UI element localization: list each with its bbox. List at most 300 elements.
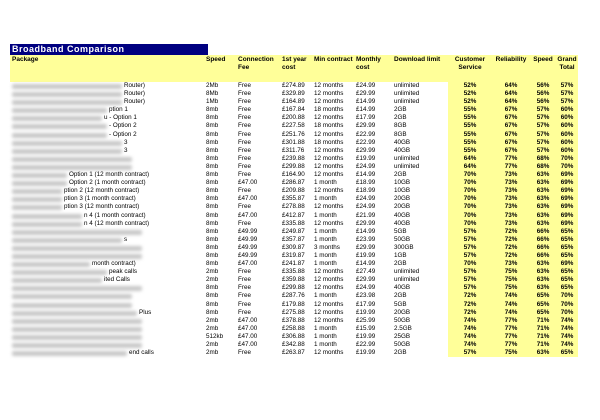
table-row — [10, 276, 578, 284]
customer-service-cell: 64% — [448, 155, 492, 163]
first-year-cost-cell: £378.88 — [282, 316, 305, 324]
grand-total-cell: 70% — [556, 155, 578, 163]
connection-fee-cell: £49.99 — [238, 227, 258, 235]
connection-fee-cell: £49.99 — [238, 243, 258, 251]
table-row — [10, 284, 578, 292]
redacted-package-name — [12, 222, 82, 227]
download-limit-cell: 40GB — [394, 219, 411, 227]
min-contract-cell: 12 months — [314, 308, 344, 316]
speed-score-cell: 57% — [530, 139, 556, 147]
connection-fee-cell: Free — [238, 203, 251, 211]
speed-score-cell: 68% — [530, 163, 556, 171]
monthly-cost-cell: £29.99 — [356, 122, 376, 130]
reliability-cell: 64% — [492, 98, 530, 106]
grand-total-cell: 74% — [556, 333, 578, 341]
package-name-text: 3 — [124, 138, 128, 146]
redacted-package-name — [12, 351, 127, 356]
table-row — [10, 301, 578, 309]
first-year-cost-cell: £251.76 — [282, 130, 305, 138]
speed-score-cell: 63% — [530, 187, 556, 195]
first-year-cost-cell: £200.88 — [282, 114, 305, 122]
first-year-cost-cell: £309.87 — [282, 243, 305, 251]
grand-total-cell: 69% — [556, 212, 578, 220]
grand-total-cell: 65% — [556, 268, 578, 276]
redacted-package-name — [12, 335, 142, 340]
header-min-contract: Min contract — [314, 56, 353, 63]
connection-fee-cell: £47.00 — [238, 260, 258, 268]
reliability-cell: 67% — [492, 139, 530, 147]
min-contract-cell: 12 months — [314, 98, 344, 106]
connection-fee-cell: £49.99 — [238, 235, 258, 243]
reliability-cell: 74% — [492, 301, 530, 309]
download-limit-cell: 5GB — [394, 300, 407, 308]
first-year-cost-cell: £241.87 — [282, 260, 305, 268]
connection-fee-cell: £49.99 — [238, 251, 258, 259]
speed-score-cell: 56% — [530, 90, 556, 98]
table-row — [10, 260, 578, 268]
first-year-cost-cell: £275.88 — [282, 308, 305, 316]
first-year-cost-cell: £357.87 — [282, 235, 305, 243]
table-row — [10, 90, 578, 98]
table-body — [10, 82, 578, 357]
redacted-package-name — [12, 262, 90, 267]
min-contract-cell: 12 months — [314, 187, 344, 195]
table-row — [10, 131, 578, 139]
download-limit-cell: unlimited — [394, 154, 420, 162]
reliability-cell: 73% — [492, 260, 530, 268]
speed-cell: 8mb — [206, 300, 219, 308]
table-row — [10, 195, 578, 203]
min-contract-cell: 12 months — [314, 162, 344, 170]
monthly-cost-cell: £22.99 — [356, 130, 376, 138]
connection-fee-cell: Free — [238, 122, 251, 130]
connection-fee-cell: Free — [238, 90, 251, 98]
spreadsheet — [10, 44, 578, 357]
connection-fee-cell: £47.00 — [238, 332, 258, 340]
speed-cell: 8mb — [206, 203, 219, 211]
speed-score-cell: 63% — [530, 268, 556, 276]
grand-total-cell: 69% — [556, 179, 578, 187]
grand-total-cell: 65% — [556, 244, 578, 252]
reliability-cell: 73% — [492, 195, 530, 203]
download-limit-cell: 8GB — [394, 122, 407, 130]
redacted-package-name — [12, 205, 62, 210]
table-row — [10, 106, 578, 114]
package-name-text: n 4 (1 month contract) — [84, 211, 146, 219]
reliability-cell: 72% — [492, 228, 530, 236]
min-contract-cell: 12 months — [314, 276, 344, 284]
first-year-cost-cell: £274.89 — [282, 82, 305, 89]
speed-score-cell: 63% — [530, 203, 556, 211]
grand-total-cell: 70% — [556, 309, 578, 317]
monthly-cost-cell: £14.99 — [356, 106, 376, 114]
first-year-cost-cell: £164.90 — [282, 171, 305, 179]
grand-total-cell: 65% — [556, 228, 578, 236]
grand-total-cell: 60% — [556, 122, 578, 130]
speed-score-cell: 66% — [530, 252, 556, 260]
grand-total-cell: 70% — [556, 292, 578, 300]
grand-total-cell: 57% — [556, 98, 578, 106]
speed-score-cell: 63% — [530, 276, 556, 284]
package-name-text: ited Calls — [104, 276, 130, 284]
download-limit-cell: 20GB — [394, 195, 411, 203]
monthly-cost-cell: £29.99 — [356, 90, 376, 98]
customer-service-cell: 57% — [448, 244, 492, 252]
customer-service-cell: 70% — [448, 187, 492, 195]
grand-total-cell: 69% — [556, 260, 578, 268]
grand-total-cell: 60% — [556, 139, 578, 147]
customer-service-cell: 55% — [448, 131, 492, 139]
redacted-package-name — [12, 294, 132, 299]
connection-fee-cell: Free — [238, 268, 251, 276]
grand-total-cell: 69% — [556, 195, 578, 203]
download-limit-cell: 8GB — [394, 130, 407, 138]
first-year-cost-cell: £287.76 — [282, 292, 305, 300]
speed-score-cell: 57% — [530, 106, 556, 114]
min-contract-cell: 1 month — [314, 179, 337, 187]
grand-total-cell: 65% — [556, 349, 578, 357]
reliability-cell: 67% — [492, 131, 530, 139]
grand-total-cell: 57% — [556, 82, 578, 90]
reliability-cell: 72% — [492, 236, 530, 244]
first-year-cost-cell: £412.87 — [282, 211, 305, 219]
redacted-package-name — [12, 189, 62, 194]
speed-cell: 2mb — [206, 324, 219, 332]
speed-cell: 8mb — [206, 308, 219, 316]
monthly-cost-cell: £14.99 — [356, 98, 376, 106]
speed-cell: 8mb — [206, 227, 219, 235]
speed-cell: 8mb — [206, 219, 219, 227]
speed-cell: 8mb — [206, 260, 219, 268]
redacted-package-name — [12, 149, 122, 154]
customer-service-cell: 74% — [448, 317, 492, 325]
first-year-cost-cell: £209.88 — [282, 187, 305, 195]
customer-service-cell: 52% — [448, 98, 492, 106]
reliability-cell: 67% — [492, 122, 530, 130]
first-year-cost-cell: £335.88 — [282, 268, 305, 276]
download-limit-cell: 50GB — [394, 235, 411, 243]
min-contract-cell: 1 month — [314, 227, 337, 235]
customer-service-cell: 70% — [448, 212, 492, 220]
connection-fee-cell: Free — [238, 162, 251, 170]
download-limit-cell: unlimited — [394, 98, 420, 106]
table-row — [10, 155, 578, 163]
speed-cell: 8mb — [206, 187, 219, 195]
redacted-package-name — [12, 133, 107, 138]
table-row — [10, 179, 578, 187]
reliability-cell: 73% — [492, 212, 530, 220]
package-name-text: 3 — [124, 146, 128, 154]
speed-cell: 8mb — [206, 138, 219, 146]
connection-fee-cell: Free — [238, 300, 251, 308]
first-year-cost-cell: £329.89 — [282, 90, 305, 98]
table-row — [10, 122, 578, 130]
connection-fee-cell: £47.00 — [238, 341, 258, 348]
package-name-text: ption 3 (1 month contract) — [64, 195, 136, 203]
package-name-text: Router) — [124, 98, 145, 106]
monthly-cost-cell: £29.99 — [356, 146, 376, 154]
speed-cell: 2mb — [206, 276, 219, 284]
table-row — [10, 309, 578, 317]
reliability-cell: 77% — [492, 163, 530, 171]
min-contract-cell: 1 month — [314, 260, 337, 268]
customer-service-cell: 70% — [448, 260, 492, 268]
table-row — [10, 244, 578, 252]
package-name-text: n 4 (12 month contract) — [84, 219, 150, 227]
redacted-package-name — [12, 141, 122, 146]
reliability-cell: 75% — [492, 276, 530, 284]
redacted-package-name — [12, 246, 142, 251]
redacted-package-name — [12, 327, 142, 332]
redacted-package-name — [12, 157, 132, 162]
min-contract-cell: 12 months — [314, 300, 344, 308]
speed-score-cell: 65% — [530, 301, 556, 309]
min-contract-cell: 12 months — [314, 114, 344, 122]
speed-score-cell: 57% — [530, 122, 556, 130]
speed-score-cell: 66% — [530, 228, 556, 236]
connection-fee-cell: Free — [238, 146, 251, 154]
connection-fee-cell: Free — [238, 171, 251, 179]
monthly-cost-cell: £24.99 — [356, 195, 376, 203]
reliability-cell: 64% — [492, 82, 530, 90]
reliability-cell: 64% — [492, 90, 530, 98]
reliability-cell: 73% — [492, 187, 530, 195]
min-contract-cell: 12 months — [314, 130, 344, 138]
customer-service-cell: 74% — [448, 341, 492, 349]
customer-service-cell: 70% — [448, 203, 492, 211]
speed-score-cell: 71% — [530, 333, 556, 341]
table-row — [10, 317, 578, 325]
grand-total-cell: 69% — [556, 187, 578, 195]
reliability-cell: 73% — [492, 203, 530, 211]
download-limit-cell: 2GB — [394, 114, 407, 122]
download-limit-cell: 40GB — [394, 138, 411, 146]
min-contract-cell: 1 month — [314, 292, 337, 300]
table-row — [10, 341, 578, 349]
redacted-package-name — [12, 116, 102, 121]
download-limit-cell: 10GB — [394, 179, 411, 187]
customer-service-cell: 70% — [448, 220, 492, 228]
sheet-title: Broadband Comparison — [10, 44, 208, 55]
package-name-text: ption 2 (12 month contract) — [64, 187, 140, 195]
connection-fee-cell: Free — [238, 308, 251, 316]
customer-service-cell: 57% — [448, 268, 492, 276]
table-row — [10, 163, 578, 171]
min-contract-cell: 12 months — [314, 154, 344, 162]
table-row — [10, 98, 578, 106]
monthly-cost-cell: £21.99 — [356, 211, 376, 219]
monthly-cost-cell: £25.99 — [356, 316, 376, 324]
grand-total-cell: 60% — [556, 114, 578, 122]
package-name-text: end calls — [129, 349, 154, 357]
reliability-cell: 73% — [492, 179, 530, 187]
download-limit-cell: unlimited — [394, 276, 420, 284]
speed-cell: 8mb — [206, 171, 219, 179]
min-contract-cell: 12 months — [314, 90, 344, 98]
first-year-cost-cell: £301.88 — [282, 138, 305, 146]
speed-cell: 2mb — [206, 341, 219, 348]
download-limit-cell: 2GB — [394, 349, 407, 357]
customer-service-cell: 57% — [448, 284, 492, 292]
table-row — [10, 268, 578, 276]
redacted-package-name — [12, 100, 122, 105]
connection-fee-cell: Free — [238, 292, 251, 300]
monthly-cost-cell: £24.99 — [356, 162, 376, 170]
min-contract-cell: 12 months — [314, 171, 344, 179]
table-row — [10, 147, 578, 155]
min-contract-cell: 1 month — [314, 211, 337, 219]
min-contract-cell: 1 month — [314, 341, 337, 348]
speed-cell: 2mb — [206, 316, 219, 324]
reliability-cell: 72% — [492, 252, 530, 260]
min-contract-cell: 3 months — [314, 243, 340, 251]
header-first-year-cost: 1st year cost — [282, 56, 307, 71]
reliability-cell: 77% — [492, 333, 530, 341]
first-year-cost-cell: £249.87 — [282, 227, 305, 235]
customer-service-cell: 64% — [448, 163, 492, 171]
connection-fee-cell: Free — [238, 219, 251, 227]
download-limit-cell: 5GB — [394, 227, 407, 235]
table-row — [10, 212, 578, 220]
download-limit-cell: 2GB — [394, 292, 407, 300]
speed-score-cell: 63% — [530, 349, 556, 357]
first-year-cost-cell: £263.87 — [282, 349, 305, 357]
customer-service-cell: 57% — [448, 252, 492, 260]
speed-score-cell: 63% — [530, 220, 556, 228]
speed-score-cell: 63% — [530, 284, 556, 292]
download-limit-cell: 20GB — [394, 308, 411, 316]
speed-score-cell: 71% — [530, 325, 556, 333]
customer-service-cell: 57% — [448, 236, 492, 244]
monthly-cost-cell: £29.99 — [356, 276, 376, 284]
speed-cell: 8mb — [206, 235, 219, 243]
download-limit-cell: 1GB — [394, 251, 407, 259]
redacted-package-name — [12, 343, 142, 348]
connection-fee-cell: £47.00 — [238, 324, 258, 332]
speed-score-cell: 63% — [530, 171, 556, 179]
grand-total-cell: 70% — [556, 301, 578, 309]
speed-score-cell: 68% — [530, 155, 556, 163]
speed-score-cell: 66% — [530, 244, 556, 252]
reliability-cell: 75% — [492, 284, 530, 292]
reliability-cell: 74% — [492, 309, 530, 317]
customer-service-cell: 74% — [448, 333, 492, 341]
first-year-cost-cell: £299.88 — [282, 162, 305, 170]
customer-service-cell: 57% — [448, 228, 492, 236]
first-year-cost-cell: £239.88 — [282, 154, 305, 162]
grand-total-cell: 65% — [556, 276, 578, 284]
customer-service-cell: 55% — [448, 147, 492, 155]
customer-service-cell: 72% — [448, 309, 492, 317]
table-row — [10, 236, 578, 244]
grand-total-cell: 70% — [556, 163, 578, 171]
monthly-cost-cell: £14.99 — [356, 171, 376, 179]
speed-score-cell: 71% — [530, 341, 556, 349]
monthly-cost-cell: £17.99 — [356, 300, 376, 308]
table-row — [10, 349, 578, 357]
speed-score-cell: 63% — [530, 195, 556, 203]
speed-score-cell: 63% — [530, 212, 556, 220]
connection-fee-cell: Free — [238, 82, 251, 89]
speed-score-cell: 65% — [530, 292, 556, 300]
grand-total-cell: 69% — [556, 203, 578, 211]
redacted-package-name — [12, 197, 62, 202]
customer-service-cell: 55% — [448, 106, 492, 114]
download-limit-cell: 40GB — [394, 146, 411, 154]
speed-score-cell: 63% — [530, 179, 556, 187]
monthly-cost-cell: £18.99 — [356, 187, 376, 195]
min-contract-cell: 1 month — [314, 332, 337, 340]
monthly-cost-cell: £23.98 — [356, 292, 376, 300]
min-contract-cell: 18 months — [314, 122, 344, 130]
first-year-cost-cell: £179.88 — [282, 300, 305, 308]
redacted-package-name — [12, 319, 142, 324]
monthly-cost-cell: £24.99 — [356, 284, 376, 292]
download-limit-cell: 2GB — [394, 106, 407, 114]
download-limit-cell: unlimited — [394, 268, 420, 276]
reliability-cell: 75% — [492, 268, 530, 276]
min-contract-cell: 12 months — [314, 284, 344, 292]
grand-total-cell: 60% — [556, 147, 578, 155]
redacted-package-name — [12, 238, 122, 243]
connection-fee-cell: Free — [238, 284, 251, 292]
first-year-cost-cell: £319.87 — [282, 251, 305, 259]
package-name-text: ption 1 — [109, 106, 128, 114]
speed-cell: 8mb — [206, 284, 219, 292]
speed-cell: 1Mb — [206, 98, 219, 106]
header-speed-score: Speed — [533, 56, 553, 63]
header-monthly-cost: Monthly cost — [356, 56, 381, 71]
grand-total-cell: 65% — [556, 236, 578, 244]
redacted-package-name — [12, 108, 107, 113]
connection-fee-cell: Free — [238, 154, 251, 162]
monthly-cost-cell: £19.99 — [356, 154, 376, 162]
redacted-package-name — [12, 230, 142, 235]
redacted-package-name — [12, 173, 67, 178]
speed-score-cell: 57% — [530, 147, 556, 155]
speed-cell: 8mb — [206, 154, 219, 162]
connection-fee-cell: Free — [238, 130, 251, 138]
grand-total-cell: 74% — [556, 317, 578, 325]
min-contract-cell: 12 months — [314, 219, 344, 227]
speed-score-cell: 56% — [530, 82, 556, 90]
min-contract-cell: 12 months — [314, 82, 344, 89]
first-year-cost-cell: £286.87 — [282, 179, 305, 187]
monthly-cost-cell: £22.99 — [356, 138, 376, 146]
reliability-cell: 67% — [492, 106, 530, 114]
table-row — [10, 325, 578, 333]
speed-score-cell: 66% — [530, 236, 556, 244]
min-contract-cell: 12 months — [314, 146, 344, 154]
reliability-cell: 77% — [492, 155, 530, 163]
reliability-cell: 75% — [492, 349, 530, 357]
download-limit-cell: 2.5GB — [394, 324, 412, 332]
header-speed: Speed — [206, 56, 226, 63]
connection-fee-cell: Free — [238, 187, 251, 195]
customer-service-cell: 57% — [448, 349, 492, 357]
header-row — [10, 55, 578, 82]
first-year-cost-cell: £258.88 — [282, 324, 305, 332]
grand-total-cell: 60% — [556, 131, 578, 139]
min-contract-cell: 1 month — [314, 324, 337, 332]
customer-service-cell: 70% — [448, 195, 492, 203]
first-year-cost-cell: £167.84 — [282, 106, 305, 114]
redacted-package-name — [12, 92, 122, 97]
redacted-package-name — [12, 165, 132, 170]
first-year-cost-cell: £359.88 — [282, 276, 305, 284]
first-year-cost-cell: £335.88 — [282, 219, 305, 227]
download-limit-cell: unlimited — [394, 162, 420, 170]
